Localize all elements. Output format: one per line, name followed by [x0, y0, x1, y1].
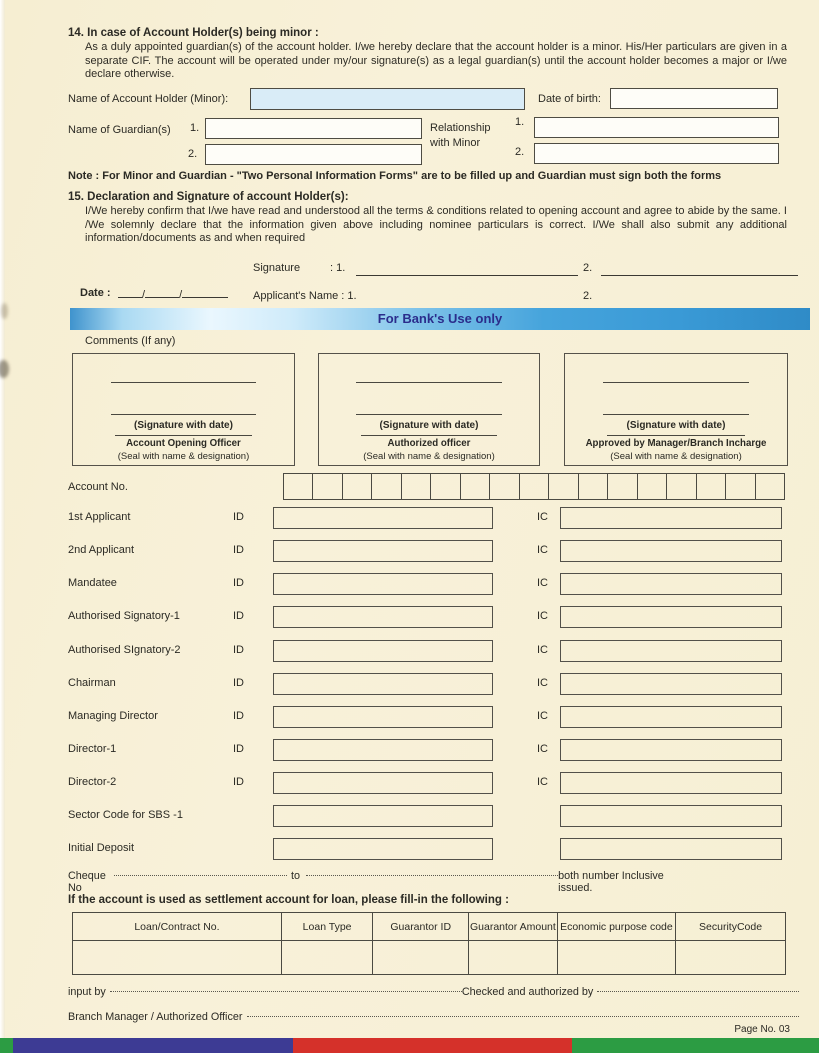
ic-label: IC: [537, 710, 548, 722]
id-field[interactable]: [273, 540, 493, 562]
guardian-label: Name of Guardian(s): [68, 124, 171, 136]
branch-manager-line: [68, 1011, 799, 1023]
loan-column-header: Economic purpose code: [557, 913, 675, 941]
guardian-2-field[interactable]: [205, 144, 422, 165]
account-no-cell[interactable]: [666, 474, 695, 499]
signature-line: [111, 414, 257, 415]
signature-with-date-label: (Signature with date): [626, 420, 726, 431]
relationship-1-number: 1.: [515, 116, 525, 128]
signature-line: [603, 382, 750, 383]
page-number: Page No. 03: [734, 1024, 790, 1035]
account-no-cell[interactable]: [371, 474, 400, 499]
loan-column-header: Loan Type: [281, 913, 372, 941]
id-field[interactable]: [273, 573, 493, 595]
row-label: Director-2: [68, 776, 117, 788]
officer-title: Authorized officer: [387, 438, 471, 449]
section14-body: As a duly appointed guardian(s) of the account holder. I/we hereby declare that the account holder is a minor. His/Her particulars are given in a separate CIF. The account will be operated under my/our signature(s) as a legal guardian(s) until the account holder becomes a major or I/we declare otherwise.: [85, 41, 787, 80]
loan-cell[interactable]: [373, 941, 469, 975]
row-label: Mandatee: [68, 577, 117, 589]
account-no-cell[interactable]: [489, 474, 518, 499]
title-underline: [115, 435, 252, 436]
seal-label: (Seal with name & designation): [117, 451, 250, 462]
seal-label: (Seal with name & designation): [363, 451, 495, 462]
id-label: ID: [233, 776, 244, 788]
ic-label: IC: [537, 743, 548, 755]
account-no-cell[interactable]: [755, 474, 784, 499]
cheque-to: to: [290, 870, 300, 882]
row-label: Chairman: [68, 677, 116, 689]
loan-column-header: Guarantor ID: [373, 913, 469, 941]
account-no-cell[interactable]: [401, 474, 430, 499]
minor-name-label: Name of Account Holder (Minor):: [68, 93, 229, 105]
account-no-cell[interactable]: [519, 474, 548, 499]
bank-use-banner: For Bank's Use only: [70, 308, 810, 330]
row-label: Managing Director: [68, 710, 158, 722]
bar-red-segment: [293, 1038, 572, 1053]
id-label: ID: [233, 577, 244, 589]
comments-label: Comments (If any): [85, 335, 176, 347]
title-underline: [361, 435, 497, 436]
ic-field[interactable]: [560, 507, 782, 529]
account-no-cell[interactable]: [607, 474, 636, 499]
account-no-cell[interactable]: [548, 474, 577, 499]
scan-smudge: [0, 360, 9, 378]
id-label: ID: [233, 544, 244, 556]
row-label: Initial Deposit: [68, 842, 135, 854]
loan-column-header: Loan/Contract No.: [73, 913, 282, 941]
signature-box-account-opening-officer[interactable]: [72, 353, 295, 466]
signature-line: [111, 382, 257, 383]
ic-label: IC: [537, 544, 548, 556]
id-label: ID: [233, 677, 244, 689]
loan-column-header: Guarantor Amount: [469, 913, 558, 941]
account-no-cell[interactable]: [312, 474, 341, 499]
loan-table-header-row: [73, 913, 786, 941]
checked-by-label: Checked and authorized by: [461, 986, 594, 998]
loan-column-header: SecurityCode: [676, 913, 786, 941]
relationship-1-field[interactable]: [534, 117, 779, 138]
ic-label: IC: [537, 610, 548, 622]
signature-line: [603, 414, 750, 415]
ic-field[interactable]: [560, 573, 782, 595]
id-field[interactable]: [273, 739, 493, 761]
loan-cell[interactable]: [676, 941, 786, 975]
account-no-cell[interactable]: [637, 474, 666, 499]
loan-cell[interactable]: [281, 941, 372, 975]
date-label: Date :: [80, 287, 111, 299]
id-label: ID: [233, 710, 244, 722]
bar-indigo-segment: [13, 1038, 293, 1053]
signature-1-line[interactable]: [356, 274, 578, 276]
officer-title: Account Opening Officer: [126, 438, 241, 449]
row-label: Authorised Signatory-1: [68, 610, 180, 622]
cheque-no-field[interactable]: [114, 874, 287, 876]
value-field[interactable]: [273, 838, 493, 860]
ic-field[interactable]: [560, 640, 782, 662]
account-no-label: Account No.: [68, 481, 128, 493]
seal-label: (Seal with name & designation): [610, 451, 742, 462]
relationship-label-line1: Relationship: [430, 122, 491, 134]
ic-label: IC: [537, 677, 548, 689]
loan-table: [72, 912, 786, 975]
account-no-cell[interactable]: [284, 474, 312, 499]
value-field[interactable]: [560, 838, 782, 860]
cheque-line: [68, 870, 668, 894]
officer-title: Approved by Manager/Branch Incharge: [585, 438, 767, 449]
signature-label: Signature: [253, 262, 301, 274]
guardian-1-number: 1.: [190, 122, 200, 134]
id-field[interactable]: [273, 606, 493, 628]
cheque-suffix: both number Inclusive issued.: [558, 870, 664, 894]
section14-heading: 14. In case of Account Holder(s) being minor :: [68, 27, 319, 39]
scan-bottom-edge: [0, 1053, 819, 1059]
row-label: Authorised SIgnatory-2: [68, 644, 181, 656]
id-field[interactable]: [273, 706, 493, 728]
signature-two-label: 2.: [583, 262, 593, 274]
section15-heading: 15. Declaration and Signature of account Holder(s):: [68, 191, 349, 203]
applicant-name-label: Applicant's Name : 1.: [253, 290, 357, 302]
loan-table-data-row: [73, 941, 786, 975]
row-label: Director-1: [68, 743, 117, 755]
ic-label: IC: [537, 776, 548, 788]
checked-by-field[interactable]: [597, 990, 799, 992]
section15-body: I/We hereby confirm that I/we have read and understood all the terms & conditions related to opening account and agree to abide by the same. I /We solemnly declare that the information given above including nominee particulars is correct. I/We shall also submit any additional information/documents as and when required: [85, 205, 787, 244]
ic-field[interactable]: [560, 706, 782, 728]
signature-box-authorized-officer[interactable]: [318, 353, 540, 466]
scan-left-edge: [0, 0, 5, 1059]
scan-smudge: [1, 303, 8, 319]
guardian-2-number: 2.: [188, 148, 198, 160]
date-field[interactable]: / /: [118, 287, 228, 301]
cheque-prefix: Cheque No: [68, 870, 106, 894]
signature-line: [356, 382, 501, 383]
dob-field[interactable]: [610, 88, 778, 109]
row-label: 2nd Applicant: [68, 544, 135, 556]
loan-heading: If the account is used as settlement account for loan, please fill-in the following :: [68, 894, 509, 906]
id-field[interactable]: [273, 507, 493, 529]
ic-label: IC: [537, 577, 548, 589]
value-field[interactable]: [560, 805, 782, 827]
branch-manager-field[interactable]: [247, 1015, 799, 1017]
id-field[interactable]: [273, 772, 493, 794]
id-label: ID: [233, 511, 244, 523]
id-label: ID: [233, 644, 244, 656]
loan-cell[interactable]: [73, 941, 282, 975]
account-no-cell[interactable]: [725, 474, 754, 499]
branch-manager-label: Branch Manager / Authorized Officer: [68, 1011, 243, 1023]
id-label: ID: [233, 743, 244, 755]
dob-label: Date of birth:: [538, 93, 601, 105]
signature-2-line[interactable]: [601, 274, 798, 276]
ic-field[interactable]: [560, 673, 782, 695]
account-no-cell[interactable]: [696, 474, 725, 499]
signature-with-date-label: (Signature with date): [379, 420, 479, 431]
title-underline: [607, 435, 745, 436]
signature-with-date-label: (Signature with date): [134, 420, 233, 431]
input-by-line: [68, 986, 799, 998]
signature-line: [356, 414, 501, 415]
row-label: 1st Applicant: [68, 511, 131, 523]
row-label: Sector Code for SBS -1: [68, 809, 183, 821]
account-no-cell[interactable]: [342, 474, 371, 499]
account-no-cells[interactable]: [283, 473, 785, 500]
value-field[interactable]: [273, 805, 493, 827]
bar-green-sliver: [0, 1038, 13, 1053]
id-field[interactable]: [273, 673, 493, 695]
loan-cell[interactable]: [469, 941, 558, 975]
guardian-1-field[interactable]: [205, 118, 422, 139]
account-no-cell[interactable]: [430, 474, 459, 499]
bottom-color-bar: [0, 1038, 819, 1053]
account-no-cell[interactable]: [578, 474, 607, 499]
input-by-field[interactable]: [110, 990, 462, 992]
relationship-2-field[interactable]: [534, 143, 779, 164]
minor-guardian-note: Note : For Minor and Guardian - "Two Personal Information Forms" are to be filled up and Guardian must sign both the forms: [68, 170, 722, 182]
input-by-label: input by: [68, 986, 106, 998]
ic-label: IC: [537, 644, 548, 656]
ic-field[interactable]: [560, 739, 782, 761]
ic-field[interactable]: [560, 772, 782, 794]
relationship-2-number: 2.: [515, 146, 525, 158]
signature-one-label: : 1.: [330, 262, 346, 274]
account-no-cell[interactable]: [460, 474, 489, 499]
ic-label: IC: [537, 511, 548, 523]
id-field[interactable]: [273, 640, 493, 662]
minor-name-field[interactable]: [250, 88, 525, 110]
ic-field[interactable]: [560, 540, 782, 562]
bar-green-segment: [572, 1038, 819, 1053]
relationship-label-line2: with Minor: [430, 137, 481, 149]
applicant-name-two-label: 2.: [583, 290, 593, 302]
signature-box-manager-incharge[interactable]: [564, 353, 788, 466]
id-label: ID: [233, 610, 244, 622]
ic-field[interactable]: [560, 606, 782, 628]
loan-cell[interactable]: [557, 941, 675, 975]
cheque-to-field[interactable]: [306, 874, 558, 876]
